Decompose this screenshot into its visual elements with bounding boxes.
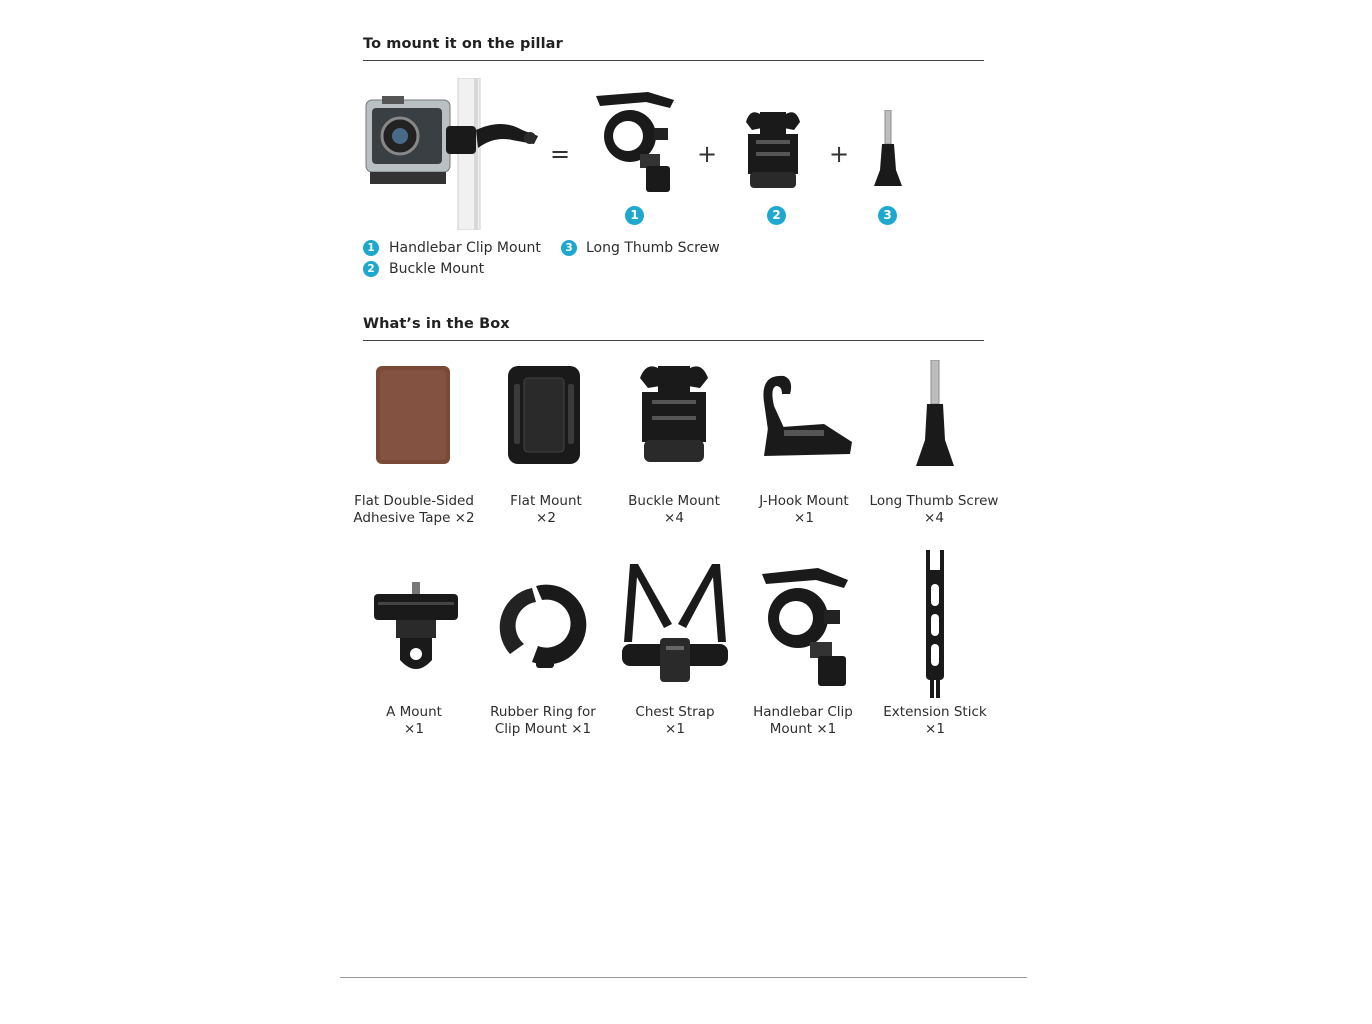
handlebar-clip-mount-icon <box>756 564 852 688</box>
adhesive-tape-icon <box>374 364 452 466</box>
box-item-label <box>870 704 1000 738</box>
buckle-mount-icon <box>742 108 804 194</box>
badge-2: 2 <box>767 206 786 225</box>
legend-badge-3: 3 <box>561 240 577 256</box>
handlebar-clip-mount-icon <box>590 88 680 196</box>
item-quantity: Clip Mount ×1 <box>494 721 592 737</box>
item-name: A Mount <box>386 704 442 720</box>
item-name: J-Hook Mount <box>759 493 849 509</box>
item-name: Long Thumb Screw <box>869 493 999 509</box>
long-thumb-screw-icon <box>914 360 956 470</box>
legend-badge-2: 2 <box>363 261 379 277</box>
box-item-label <box>478 704 608 738</box>
box-item-label <box>610 704 740 738</box>
item-quantity: ×4 <box>924 510 944 526</box>
section-divider <box>363 340 984 341</box>
long-thumb-screw-icon <box>872 110 904 190</box>
item-name: Flat Mount <box>510 493 582 509</box>
box-item-label <box>738 704 868 738</box>
item-name: Buckle Mount <box>628 493 720 509</box>
item-name: Extension Stick <box>883 704 987 720</box>
page-footer-divider <box>340 977 1027 978</box>
chest-strap-icon <box>620 562 730 688</box>
box-item-label <box>481 493 611 527</box>
item-quantity: ×1 <box>925 721 945 737</box>
box-item-label <box>609 493 739 527</box>
buckle-mount-icon <box>636 362 712 466</box>
item-name: Rubber Ring for <box>490 704 596 720</box>
a-mount-icon <box>372 582 460 678</box>
legend-label-3: Long Thumb Screw <box>586 240 720 256</box>
item-name: Handlebar Clip <box>753 704 853 720</box>
item-quantity: ×1 <box>665 721 685 737</box>
box-item-label <box>349 704 479 738</box>
legend-label-2: Buckle Mount <box>389 261 485 277</box>
flat-mount-icon <box>506 364 582 466</box>
item-quantity: ×1 <box>794 510 814 526</box>
extension-stick-icon <box>922 550 948 700</box>
camera-on-pillar-image <box>362 78 542 230</box>
badge-1: 1 <box>625 206 644 225</box>
rubber-ring-icon <box>496 578 594 672</box>
legend-label-1: Handlebar Clip Mount <box>389 240 541 256</box>
box-item-label <box>739 493 869 527</box>
badge-3: 3 <box>878 206 897 225</box>
item-name: Flat Double-Sided <box>354 493 474 509</box>
item-quantity: Adhesive Tape ×2 <box>353 510 475 526</box>
item-quantity: ×4 <box>664 510 684 526</box>
section-title-box: What’s in the Box <box>363 316 510 332</box>
legend-badge-1: 1 <box>363 240 379 256</box>
plus-sign: + <box>697 140 718 168</box>
section-title-pillar: To mount it on the pillar <box>363 36 563 52</box>
item-quantity: Mount ×1 <box>769 721 837 737</box>
item-quantity: ×1 <box>404 721 424 737</box>
section-divider <box>363 60 984 61</box>
box-item-label <box>349 493 479 527</box>
plus-sign: + <box>829 140 850 168</box>
box-item-label <box>869 493 999 527</box>
equals-sign: = <box>550 140 571 168</box>
item-name: Chest Strap <box>635 704 715 720</box>
item-quantity: ×2 <box>536 510 556 526</box>
j-hook-mount-icon <box>754 372 854 460</box>
